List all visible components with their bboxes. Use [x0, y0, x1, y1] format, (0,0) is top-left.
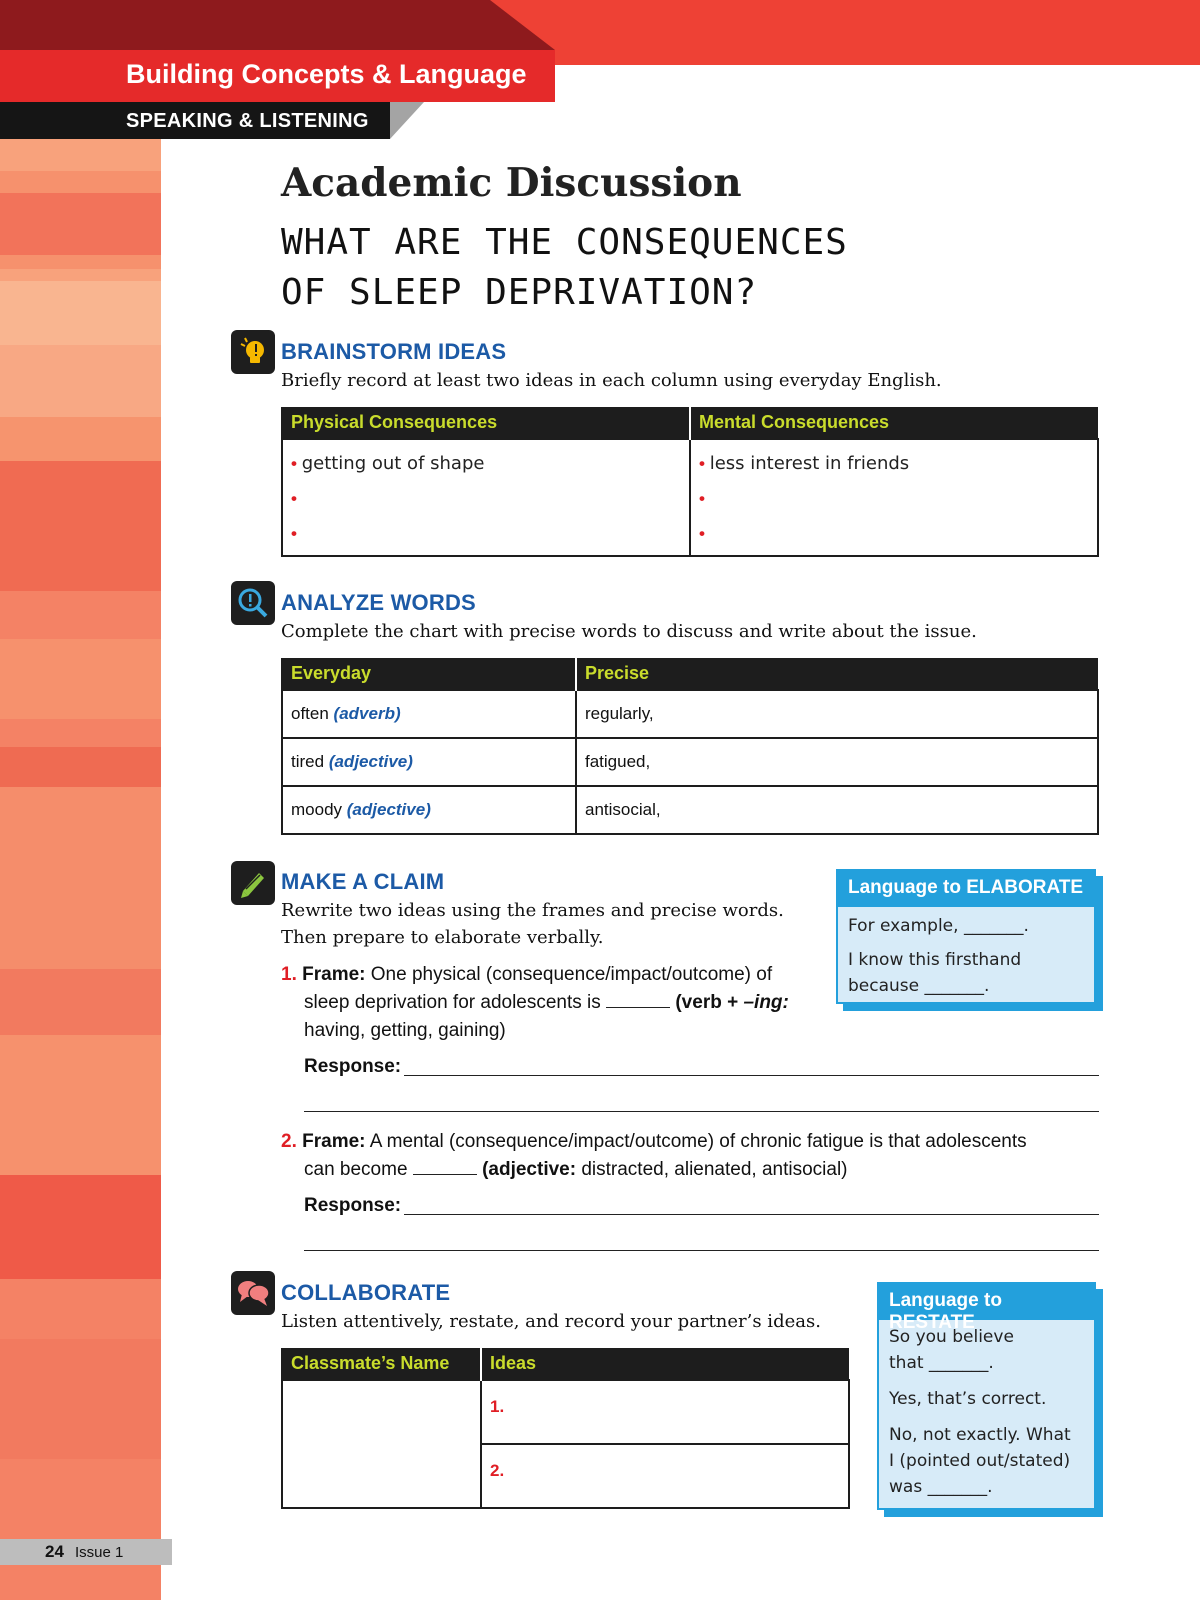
response-line[interactable]: [404, 1075, 1099, 1076]
list-item: •: [291, 489, 297, 508]
claim-instruction: Rewrite two ideas using the frames and precise words. Then prepare to elaborate verbally.: [281, 900, 784, 948]
pencil-icon: [231, 861, 275, 905]
question-line-1: WHAT ARE THE CONSEQUENCES: [281, 222, 848, 263]
header-title-bar: [0, 50, 555, 102]
blank-line: [606, 992, 670, 1008]
table-row: [282, 1380, 849, 1444]
list-item: •: [699, 489, 705, 508]
list-item: • less interest in friends: [699, 453, 910, 474]
precise-cell[interactable]: antisocial,: [576, 786, 1098, 834]
brainstorm-heading: BRAINSTORM IDEAS: [281, 339, 507, 364]
frame-1: 1. Frame: One physical (consequence/impact/outcome) of sleep deprivation for adolescents is (verb + –ing: having, getting, gaining): [281, 964, 789, 1041]
precise-cell[interactable]: fatigued,: [576, 738, 1098, 786]
header-dark-band: [0, 0, 555, 50]
restate-box: [877, 1282, 1096, 1510]
table-row: [282, 786, 1098, 834]
physical-cell[interactable]: [282, 439, 690, 556]
claim-heading: MAKE A CLAIM: [281, 869, 445, 894]
response-label: Response:: [304, 1195, 402, 1216]
speech-bubbles-icon: [231, 1271, 275, 1315]
classmate-name-cell[interactable]: [282, 1380, 481, 1508]
list-item: •: [291, 524, 297, 543]
brainstorm-instruction: Briefly record at least two ideas in each column using everyday English.: [281, 370, 942, 391]
question-line-2: OF SLEEP DEPRIVATION?: [281, 272, 758, 313]
collaborate-heading: COLLABORATE: [281, 1280, 451, 1305]
table-row: [282, 738, 1098, 786]
response-line[interactable]: [404, 1214, 1099, 1215]
analyze-table: [281, 658, 1099, 835]
blank-line: [413, 1159, 477, 1175]
restate-line: So you believe: [889, 1327, 1014, 1347]
page-footer: [0, 1539, 172, 1565]
restate-line: that _______.: [889, 1353, 994, 1373]
mental-cell[interactable]: [690, 439, 1098, 556]
column-header: Everyday: [282, 658, 576, 690]
everyday-cell: tired (adjective): [282, 738, 576, 786]
elaborate-box: [836, 869, 1096, 1004]
lightbulb-icon: [231, 330, 275, 374]
collaborate-instruction: Listen attentively, restate, and record your partner’s ideas.: [281, 1311, 821, 1332]
response-line[interactable]: [304, 1250, 1099, 1251]
precise-cell[interactable]: regularly,: [576, 690, 1098, 738]
column-header: Ideas: [481, 1348, 849, 1380]
analyze-instruction: Complete the chart with precise words to discuss and write about the issue.: [281, 621, 977, 642]
magnifier-icon: [231, 581, 275, 625]
restate-line: I (pointed out/stated): [889, 1451, 1071, 1471]
page-number: 24: [45, 1542, 64, 1561]
restate-line: Yes, that’s correct.: [889, 1389, 1047, 1409]
left-stripes: [0, 139, 161, 1600]
analyze-heading: ANALYZE WORDS: [281, 590, 476, 615]
response-line[interactable]: [304, 1111, 1099, 1112]
elaborate-line: because _______.: [848, 976, 990, 996]
brainstorm-table: [281, 407, 1099, 557]
issue-label: Issue 1: [75, 1544, 124, 1561]
restate-heading: Language to RESTATE: [879, 1284, 1094, 1320]
header-subtitle-bar: [0, 102, 390, 139]
header-title: Building Concepts & Language: [126, 59, 527, 89]
restate-line: was _______.: [889, 1477, 993, 1497]
everyday-cell: moody (adjective): [282, 786, 576, 834]
discussion-question: [281, 218, 901, 318]
list-item: •: [699, 524, 705, 543]
idea-cell[interactable]: 1.: [481, 1380, 849, 1444]
page-title: Academic Discussion: [281, 160, 742, 206]
header-subtitle-tab: [390, 102, 424, 139]
elaborate-line: For example, _______.: [848, 916, 1029, 936]
column-header: Classmate’s Name: [282, 1348, 481, 1380]
everyday-cell: often (adverb): [282, 690, 576, 738]
list-item: • getting out of shape: [291, 453, 485, 474]
restate-line: No, not exactly. What: [889, 1425, 1071, 1445]
header-subtitle: SPEAKING & LISTENING: [126, 110, 369, 132]
column-header: Mental Consequences: [690, 407, 1098, 439]
elaborate-line: I know this firsthand: [848, 950, 1022, 970]
column-header: Precise: [576, 658, 1098, 690]
response-label: Response:: [304, 1056, 402, 1077]
table-row: [282, 690, 1098, 738]
column-header: Physical Consequences: [282, 407, 690, 439]
elaborate-heading: Language to ELABORATE: [838, 871, 1094, 907]
collaborate-table: [281, 1348, 850, 1509]
frame-2: 2. Frame: A mental (consequence/impact/outcome) of chronic fatigue is that adolescents can become (adjective: distracted, alienated, antisocial): [281, 1131, 1027, 1180]
idea-cell[interactable]: 2.: [481, 1444, 849, 1508]
